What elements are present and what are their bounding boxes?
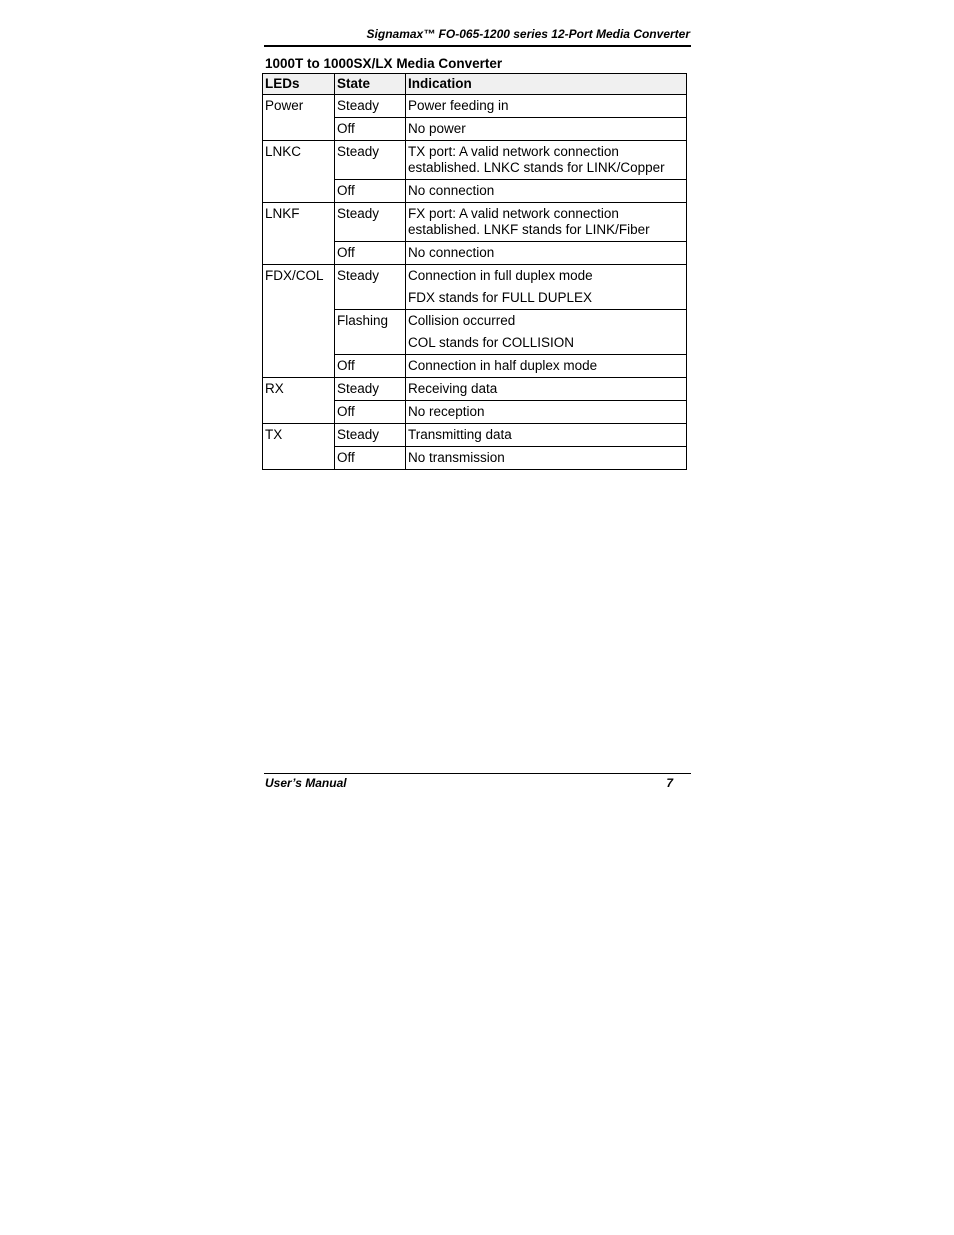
indication-line: established. LNKF stands for LINK/Fiber bbox=[408, 222, 650, 237]
footer-manual-label: User’s Manual bbox=[265, 776, 347, 790]
table-row bbox=[263, 95, 687, 118]
state-cell: Steady bbox=[335, 141, 406, 180]
indication-line: No transmission bbox=[408, 450, 505, 465]
table-row bbox=[263, 203, 687, 242]
state-cell: Steady bbox=[335, 95, 406, 118]
state-cell: Flashing bbox=[335, 310, 406, 355]
indication-line: Power feeding in bbox=[408, 98, 509, 113]
indication-cell bbox=[406, 401, 687, 424]
state-cell: Off bbox=[335, 401, 406, 424]
column-header-indication: Indication bbox=[406, 74, 687, 95]
state-cell: Steady bbox=[335, 203, 406, 242]
indication-line: FX port: A valid network connection bbox=[408, 206, 619, 221]
section-title: 1000T to 1000SX/LX Media Converter bbox=[265, 56, 503, 71]
indication-cell bbox=[406, 203, 687, 242]
state-cell: Steady bbox=[335, 378, 406, 401]
indication-line: established. LNKC stands for LINK/Copper bbox=[408, 160, 665, 175]
led-cell: FDX/COL bbox=[263, 265, 335, 378]
column-header-state: State bbox=[335, 74, 406, 95]
indication-cell bbox=[406, 95, 687, 118]
table-row bbox=[263, 265, 687, 310]
indication-cell bbox=[406, 180, 687, 203]
state-cell: Off bbox=[335, 447, 406, 470]
indication-line: No reception bbox=[408, 404, 485, 419]
table-header-row bbox=[263, 74, 687, 95]
table-row bbox=[263, 141, 687, 180]
indication-cell bbox=[406, 265, 687, 310]
state-cell: Off bbox=[335, 355, 406, 378]
indication-line: TX port: A valid network connection bbox=[408, 144, 619, 159]
state-cell: Steady bbox=[335, 424, 406, 447]
indication-line: FDX stands for FULL DUPLEX bbox=[408, 290, 593, 305]
indication-line: Collision occurred bbox=[408, 313, 516, 328]
indication-line: No power bbox=[408, 121, 466, 136]
state-cell: Off bbox=[335, 180, 406, 203]
indication-cell bbox=[406, 355, 687, 378]
indication-cell bbox=[406, 141, 687, 180]
page-header-title: Signamax™ FO-065-1200 series 12-Port Media Converter bbox=[366, 27, 690, 41]
led-cell: Power bbox=[263, 95, 335, 141]
indication-line: Connection in half duplex mode bbox=[408, 358, 598, 373]
indication-cell bbox=[406, 242, 687, 265]
table-row bbox=[263, 378, 687, 401]
indication-line: Connection in full duplex mode bbox=[408, 268, 593, 283]
page-number: 7 bbox=[666, 776, 673, 790]
footer-rule bbox=[264, 773, 691, 774]
table-row bbox=[263, 424, 687, 447]
led-cell: RX bbox=[263, 378, 335, 424]
led-cell: TX bbox=[263, 424, 335, 470]
indication-line: No connection bbox=[408, 183, 495, 198]
indication-line: Receiving data bbox=[408, 381, 498, 396]
state-cell: Off bbox=[335, 242, 406, 265]
indication-cell bbox=[406, 378, 687, 401]
state-cell: Steady bbox=[335, 265, 406, 310]
header-rule bbox=[264, 45, 691, 47]
indication-line: No connection bbox=[408, 245, 495, 260]
state-cell: Off bbox=[335, 118, 406, 141]
column-header-leds: LEDs bbox=[263, 74, 335, 95]
led-indication-table bbox=[262, 73, 687, 470]
indication-cell bbox=[406, 310, 687, 355]
indication-cell bbox=[406, 424, 687, 447]
led-cell: LNKC bbox=[263, 141, 335, 203]
indication-line: Transmitting data bbox=[408, 427, 512, 442]
indication-cell bbox=[406, 447, 687, 470]
indication-cell bbox=[406, 118, 687, 141]
indication-line: COL stands for COLLISION bbox=[408, 335, 575, 350]
led-cell: LNKF bbox=[263, 203, 335, 265]
